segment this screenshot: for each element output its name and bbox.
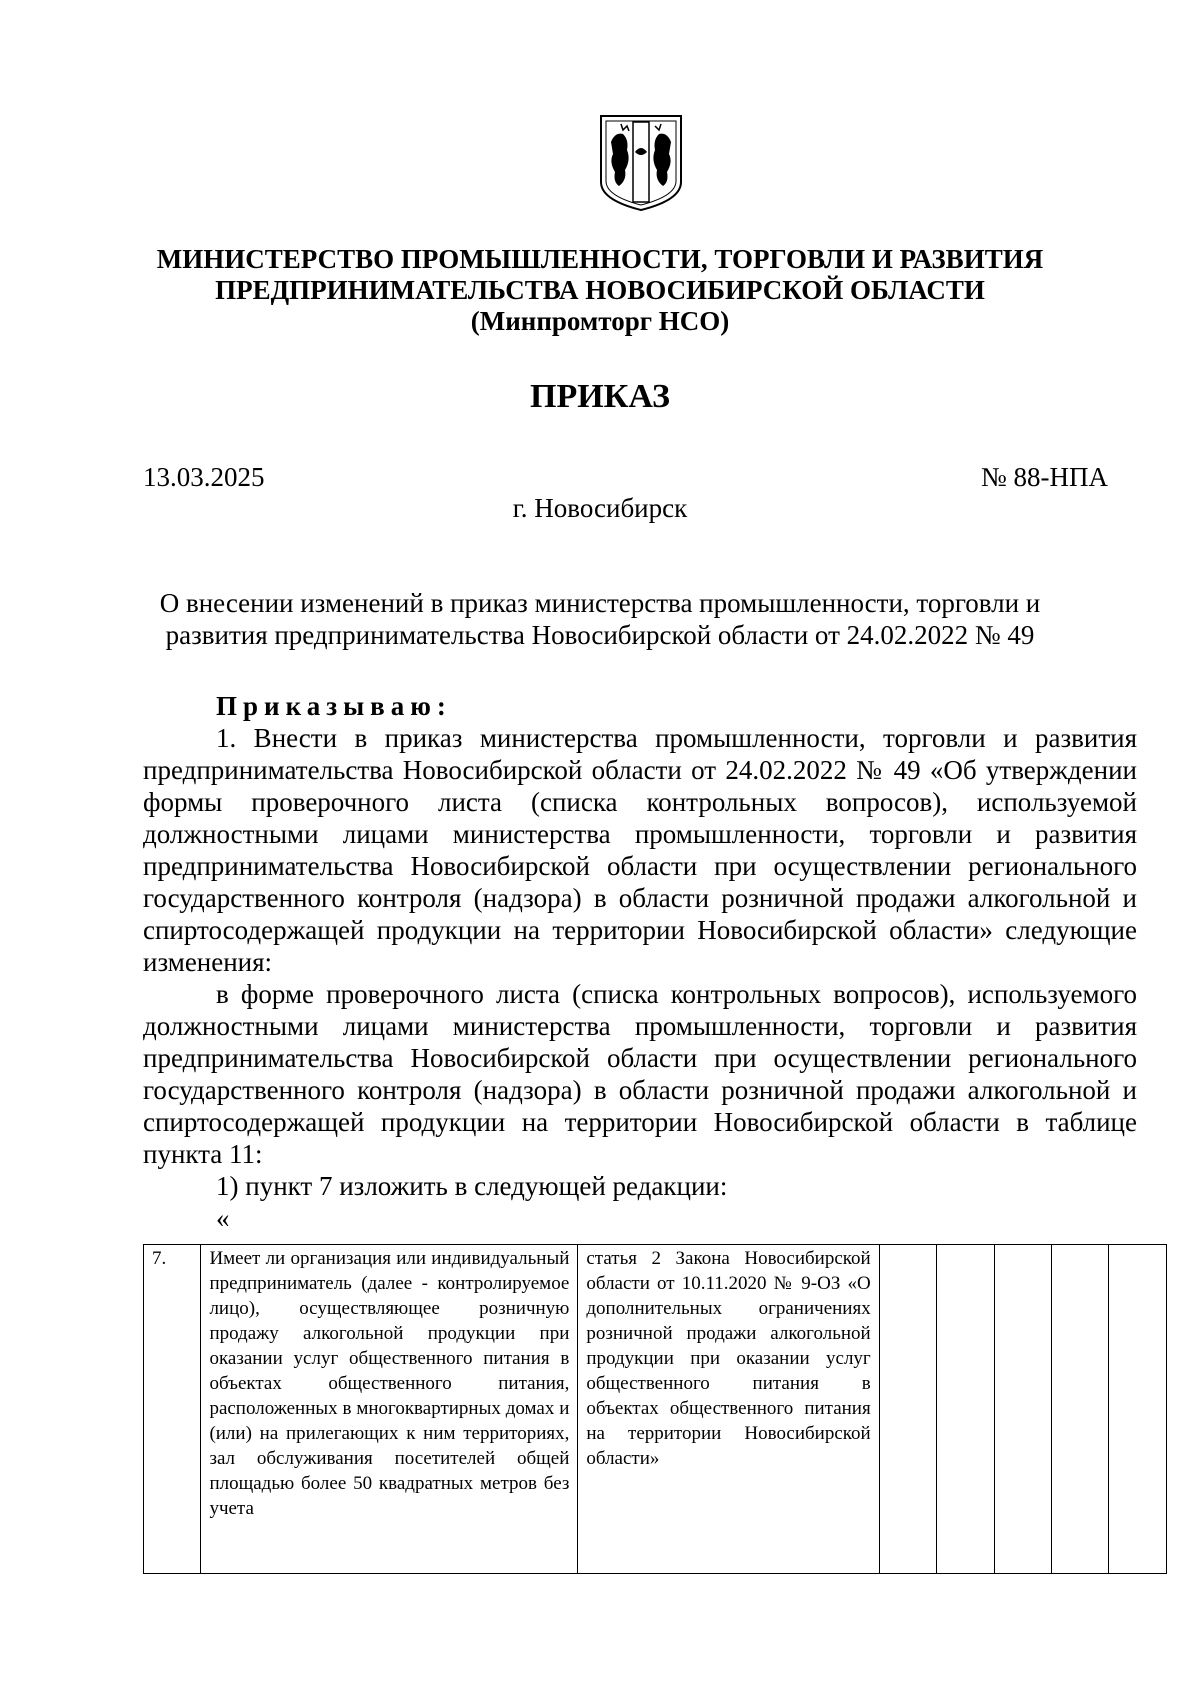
empty-cell [1109, 1245, 1167, 1574]
question-cell [201, 1245, 578, 1574]
ministry-name-line2: ПРЕДПРИНИМАТЕЛЬСТВА НОВОСИБИРСКОЙ ОБЛАСТИ [215, 275, 985, 305]
subject-line1: О внесении изменений в приказ министерства промышленности, торговли и [159, 588, 1041, 618]
body-paragraph-1: 1. Внести в приказ министерства промышленности, торговли и развития предпринимательства Новосибирской области от 24.02.2022 № 49 «Об утверждении формы проверочного листа (списка контрольных вопросов), используемой должностными лицами министерства промышленности, торговли и развития предпринимательства Новосибирской области при осуществлении регионального государственного контроля (надзора) в области розничной продажи алкогольной и спиртосодержащей продукции на территории Новосибирской области» следующие изменения: [143, 723, 1137, 977]
table-row [144, 1245, 1167, 1574]
empty-cell [994, 1245, 1051, 1574]
ministry-name-line1: МИНИСТЕРСТВО ПРОМЫШЛЕННОСТИ, ТОРГОВЛИ И РАЗВИТИЯ [156, 244, 1044, 274]
body-paragraph-2: в форме проверочного листа (списка контрольных вопросов), используемого должностными лицами министерства промышленности, торговли и развития предпринимательства Новосибирской области при осуществлении регионального государственного контроля (надзора) в области розничной продажи алкогольной и спиртосодержащей продукции на территории Новосибирской области в таблице пункта 11: [143, 979, 1137, 1169]
row-number-cell: 7. [144, 1245, 201, 1574]
question-text: Имеет ли организация или индивидуальный предприниматель (далее - контролируемое лицо), осуществляющее розничную продажу алкогольной продукции при оказании услуг общественного питания в объектах общественного питания, расположенных в многоквартирных домах и (или) на прилегающих к ним территориях, зал обслуживания посетителей общей площадью более 50 квадратных метров без учета [209, 1248, 570, 1519]
subject-line2: развития предпринимательства Новосибирской области от 24.02.2022 № 49 [165, 620, 1035, 650]
reference-cell: статья 2 Закона Новосибирской области от 10.11.2020 № 9-ОЗ «О дополнительных ограничениях розничной продажи алкогольной продукции при оказании услуг общественного питания в объектах общественного питания на территории Новосибирской области» [578, 1245, 879, 1574]
body-item-1: 1) пункт 7 изложить в следующей редакции: [216, 1171, 728, 1201]
ministry-short-name: (Минпромторг НСО) [470, 306, 730, 336]
document-city: г. Новосибирск [512, 493, 688, 523]
empty-cell [937, 1245, 994, 1574]
ministry-heading [100, 244, 1100, 337]
document-date: 13.03.2025 [143, 462, 265, 492]
empty-cell [1052, 1245, 1109, 1574]
document-body [143, 722, 1137, 1234]
document-subject [120, 587, 1080, 651]
open-quote: « [216, 1203, 230, 1233]
coat-of-arms-emblem [597, 112, 685, 212]
order-word: Приказываю: [216, 691, 452, 721]
document-type-title: ПРИКАЗ [530, 378, 670, 415]
amendment-table [143, 1244, 1167, 1574]
empty-cell [879, 1245, 936, 1574]
document-number: № 88-НПА [981, 462, 1108, 492]
